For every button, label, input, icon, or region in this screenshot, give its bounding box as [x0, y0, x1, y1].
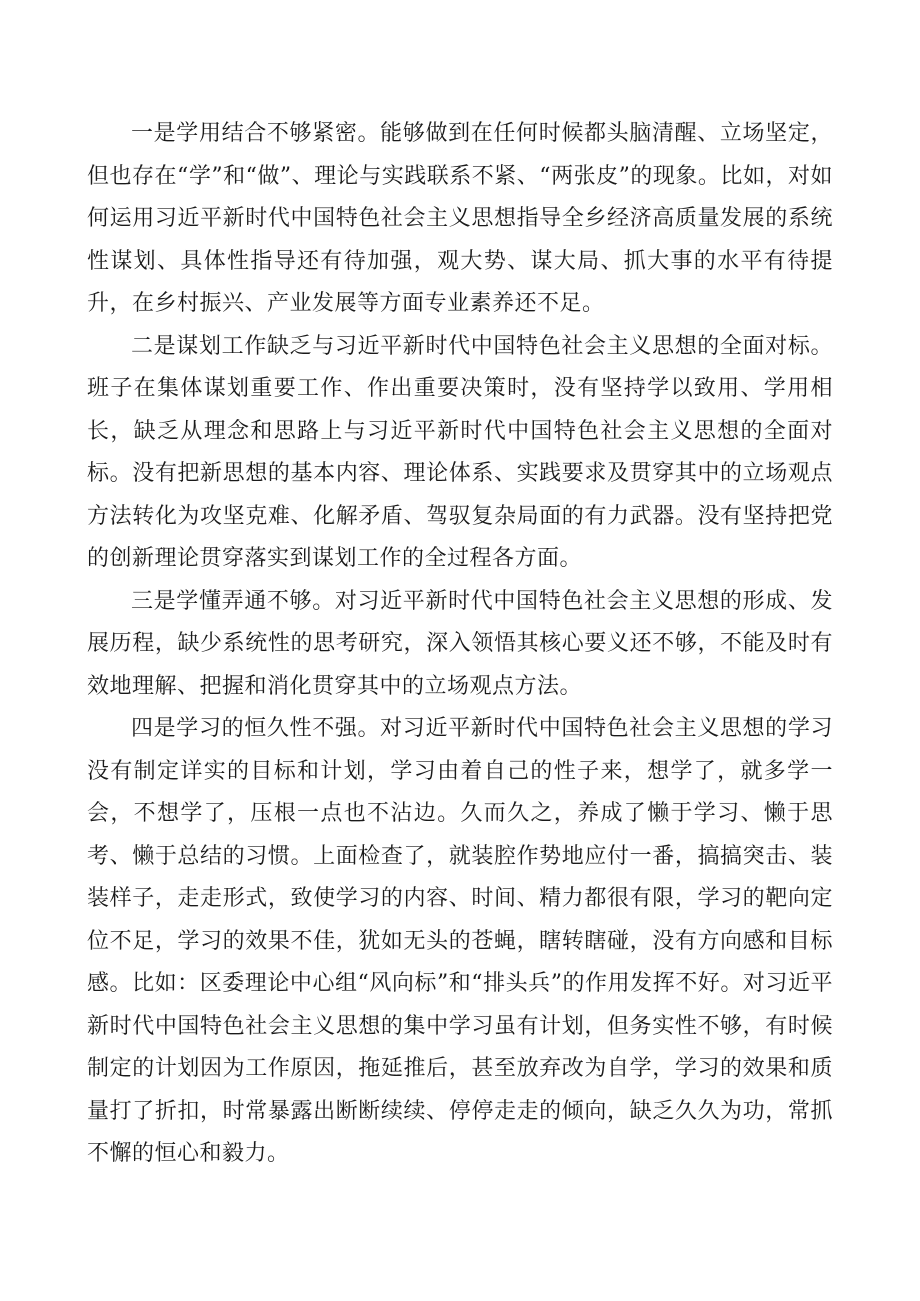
paragraph-3: 三是学懂弄通不够。对习近平新时代中国特色社会主义思想的形成、发展历程，缺少系统性的思考研究，深入领悟其核心要义还不够，不能及时有效地理解、把握和消化贯穿其中的立场观点方法。 [87, 588, 833, 699]
document-body [87, 113, 833, 1176]
paragraph-1: 一是学用结合不够紧密。能够做到在任何时候都头脑清醒、立场坚定，但也存在“学”和“做”、理论与实践联系不紧、“两张皮”的现象。比如，对如何运用习近平新时代中国特色社会主义思想指导全乡经济高质量发展的系统性谋划、具体性指导还有待加强，观大势、谋大局、抓大事的水平有待提升，在乡村振兴、产业发展等方面专业素养还不足。 [87, 121, 833, 316]
paragraph-2: 二是谋划工作缺乏与习近平新时代中国特色社会主义思想的全面对标。班子在集体谋划重要工作、作出重要决策时，没有坚持学以致用、学用相长，缺乏从理念和思路上与习近平新时代中国特色社会主义思想的全面对标。没有把新思想的基本内容、理论体系、实践要求及贯穿其中的立场观点方法转化为攻坚克难、化解矛盾、驾驭复杂局面的有力武器。没有坚持把党的创新理论贯穿落实到谋划工作的全过程各方面。 [87, 333, 833, 571]
paragraph-4: 四是学习的恒久性不强。对习近平新时代中国特色社会主义思想的学习没有制定详实的目标和计划，学习由着自己的性子来，想学了，就多学一会，不想学了，压根一点也不沾边。久而久之，养成了懒于学习、懒于思考、懒于总结的习惯。上面检查了，就装腔作势地应付一番，搞搞突击、装装样子，走走形式，致使学习的内容、时间、精力都很有限，学习的靶向定位不足，学习的效果不佳，犹如无头的苍蝇，瞎转瞎碰，没有方向感和目标感。比如：区委理论中心组“风向标”和“排头兵”的作用发挥不好。对习近平新时代中国特色社会主义思想的集中学习虽有计划，但务实性不够，有时候制定的计划因为工作原因，拖延推后，甚至放弃改为自学，学习的效果和质量打了折扣，时常暴露出断断续续、停停走走的倾向，缺乏久久为功，常抓不懈的恒心和毅力。 [87, 716, 833, 1166]
